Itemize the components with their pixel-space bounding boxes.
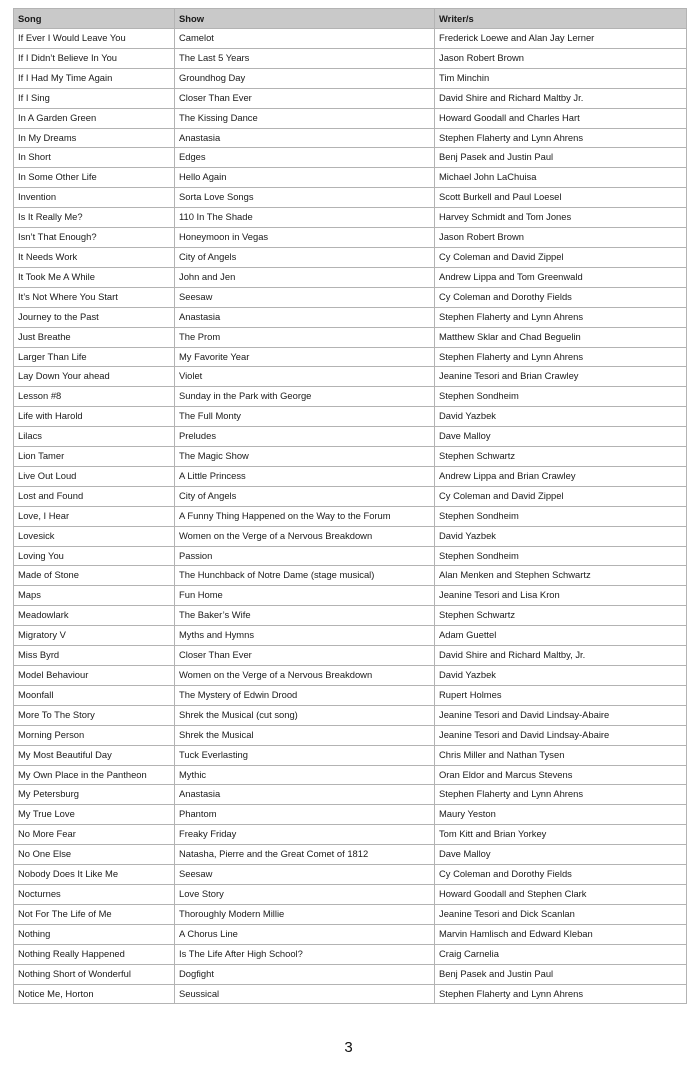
header-show: Show: [175, 9, 435, 29]
song-cell: Maps: [14, 586, 175, 606]
table-row: [14, 904, 687, 924]
song-cell: Notice Me, Horton: [14, 984, 175, 1004]
song-cell: Nothing: [14, 924, 175, 944]
show-cell: Love Story: [175, 884, 435, 904]
song-cell: It Took Me A While: [14, 267, 175, 287]
show-cell: The Magic Show: [175, 447, 435, 467]
song-table: [13, 8, 687, 1004]
song-cell: Invention: [14, 188, 175, 208]
table-row: [14, 984, 687, 1004]
table-row: [14, 745, 687, 765]
writers-cell: Craig Carnelia: [435, 944, 687, 964]
show-cell: Fun Home: [175, 586, 435, 606]
table-row: [14, 884, 687, 904]
writers-cell: Cy Coleman and David Zippel: [435, 247, 687, 267]
table-row: [14, 327, 687, 347]
writers-cell: Benj Pasek and Justin Paul: [435, 964, 687, 984]
table-row: [14, 68, 687, 88]
page-number: 3: [344, 1039, 353, 1056]
show-cell: A Funny Thing Happened on the Way to the Forum: [175, 506, 435, 526]
writers-cell: Stephen Sondheim: [435, 546, 687, 566]
show-cell: Sunday in the Park with George: [175, 387, 435, 407]
table-row: [14, 447, 687, 467]
writers-cell: David Yazbek: [435, 666, 687, 686]
header-song: Song: [14, 9, 175, 29]
writers-cell: Maury Yeston: [435, 805, 687, 825]
song-cell: Lost and Found: [14, 486, 175, 506]
writers-cell: David Yazbek: [435, 526, 687, 546]
writers-cell: Jason Robert Brown: [435, 228, 687, 248]
writers-cell: Marvin Hamlisch and Edward Kleban: [435, 924, 687, 944]
song-cell: More To The Story: [14, 705, 175, 725]
song-table-container: [13, 8, 686, 1004]
song-cell: Isn’t That Enough?: [14, 228, 175, 248]
song-cell: Not For The Life of Me: [14, 904, 175, 924]
writers-cell: David Shire and Richard Maltby, Jr.: [435, 646, 687, 666]
table-row: [14, 606, 687, 626]
show-cell: The Kissing Dance: [175, 108, 435, 128]
table-row: [14, 148, 687, 168]
song-cell: Nothing Really Happened: [14, 944, 175, 964]
show-cell: Anastasia: [175, 128, 435, 148]
show-cell: Hello Again: [175, 168, 435, 188]
song-cell: Miss Byrd: [14, 646, 175, 666]
writers-cell: Stephen Sondheim: [435, 506, 687, 526]
table-row: [14, 267, 687, 287]
song-cell: Just Breathe: [14, 327, 175, 347]
writers-cell: Jeanine Tesori and Brian Crawley: [435, 367, 687, 387]
show-cell: Natasha, Pierre and the Great Comet of 1812: [175, 845, 435, 865]
writers-cell: Frederick Loewe and Alan Jay Lerner: [435, 29, 687, 49]
table-row: [14, 924, 687, 944]
show-cell: Shrek the Musical (cut song): [175, 705, 435, 725]
writers-cell: Jeanine Tesori and David Lindsay-Abaire: [435, 725, 687, 745]
song-cell: Love, I Hear: [14, 506, 175, 526]
song-cell: If I Didn’t Believe In You: [14, 48, 175, 68]
song-cell: Model Behaviour: [14, 666, 175, 686]
writers-cell: Rupert Holmes: [435, 685, 687, 705]
table-row: [14, 287, 687, 307]
table-row: [14, 427, 687, 447]
writers-cell: David Shire and Richard Maltby Jr.: [435, 88, 687, 108]
writers-cell: Andrew Lippa and Brian Crawley: [435, 466, 687, 486]
song-cell: Live Out Loud: [14, 466, 175, 486]
show-cell: Phantom: [175, 805, 435, 825]
song-cell: Lion Tamer: [14, 447, 175, 467]
show-cell: Violet: [175, 367, 435, 387]
show-cell: Edges: [175, 148, 435, 168]
table-row: [14, 307, 687, 327]
writers-cell: Stephen Schwartz: [435, 447, 687, 467]
writers-cell: Andrew Lippa and Tom Greenwald: [435, 267, 687, 287]
song-cell: Nothing Short of Wonderful: [14, 964, 175, 984]
writers-cell: Scott Burkell and Paul Loesel: [435, 188, 687, 208]
song-cell: My Petersburg: [14, 785, 175, 805]
show-cell: Groundhog Day: [175, 68, 435, 88]
table-row: [14, 247, 687, 267]
song-cell: Migratory V: [14, 626, 175, 646]
show-cell: Closer Than Ever: [175, 88, 435, 108]
table-row: [14, 466, 687, 486]
writers-cell: Harvey Schmidt and Tom Jones: [435, 208, 687, 228]
song-cell: My True Love: [14, 805, 175, 825]
show-cell: Seesaw: [175, 287, 435, 307]
writers-cell: Stephen Schwartz: [435, 606, 687, 626]
show-cell: My Favorite Year: [175, 347, 435, 367]
song-cell: Lay Down Your ahead: [14, 367, 175, 387]
song-cell: No More Fear: [14, 825, 175, 845]
song-cell: Nobody Does It Like Me: [14, 865, 175, 885]
song-cell: In My Dreams: [14, 128, 175, 148]
writers-cell: Stephen Flaherty and Lynn Ahrens: [435, 128, 687, 148]
writers-cell: Dave Malloy: [435, 845, 687, 865]
writers-cell: Jeanine Tesori and Dick Scanlan: [435, 904, 687, 924]
song-cell: Larger Than Life: [14, 347, 175, 367]
song-cell: If Ever I Would Leave You: [14, 29, 175, 49]
table-row: [14, 865, 687, 885]
show-cell: 110 In The Shade: [175, 208, 435, 228]
writers-cell: Chris Miller and Nathan Tysen: [435, 745, 687, 765]
show-cell: Shrek the Musical: [175, 725, 435, 745]
song-cell: Moonfall: [14, 685, 175, 705]
show-cell: A Little Princess: [175, 466, 435, 486]
song-cell: My Own Place in the Pantheon: [14, 765, 175, 785]
table-row: [14, 506, 687, 526]
writers-cell: Oran Eldor and Marcus Stevens: [435, 765, 687, 785]
table-row: [14, 626, 687, 646]
writers-cell: Cy Coleman and Dorothy Fields: [435, 865, 687, 885]
show-cell: The Hunchback of Notre Dame (stage musical): [175, 566, 435, 586]
header-row: [14, 9, 687, 29]
writers-cell: Matthew Sklar and Chad Beguelin: [435, 327, 687, 347]
writers-cell: Jeanine Tesori and Lisa Kron: [435, 586, 687, 606]
song-cell: Life with Harold: [14, 407, 175, 427]
show-cell: Dogfight: [175, 964, 435, 984]
show-cell: Mythic: [175, 765, 435, 785]
writers-cell: Stephen Flaherty and Lynn Ahrens: [435, 347, 687, 367]
song-cell: Lovesick: [14, 526, 175, 546]
song-cell: Nocturnes: [14, 884, 175, 904]
song-cell: My Most Beautiful Day: [14, 745, 175, 765]
table-row: [14, 347, 687, 367]
table-row: [14, 128, 687, 148]
show-cell: The Baker’s Wife: [175, 606, 435, 626]
show-cell: Women on the Verge of a Nervous Breakdown: [175, 666, 435, 686]
table-row: [14, 586, 687, 606]
writers-cell: Howard Goodall and Charles Hart: [435, 108, 687, 128]
show-cell: Anastasia: [175, 307, 435, 327]
writers-cell: Alan Menken and Stephen Schwartz: [435, 566, 687, 586]
table-row: [14, 685, 687, 705]
table-row: [14, 168, 687, 188]
song-cell: Made of Stone: [14, 566, 175, 586]
writers-cell: Michael John LaChuisa: [435, 168, 687, 188]
table-row: [14, 108, 687, 128]
writers-cell: Howard Goodall and Stephen Clark: [435, 884, 687, 904]
song-cell: If I Had My Time Again: [14, 68, 175, 88]
writers-cell: Jeanine Tesori and David Lindsay-Abaire: [435, 705, 687, 725]
table-row: [14, 646, 687, 666]
writers-cell: Stephen Flaherty and Lynn Ahrens: [435, 785, 687, 805]
table-row: [14, 407, 687, 427]
show-cell: John and Jen: [175, 267, 435, 287]
show-cell: The Full Monty: [175, 407, 435, 427]
table-row: [14, 964, 687, 984]
table-row: [14, 367, 687, 387]
show-cell: Freaky Friday: [175, 825, 435, 845]
show-cell: Camelot: [175, 29, 435, 49]
song-cell: If I Sing: [14, 88, 175, 108]
show-cell: A Chorus Line: [175, 924, 435, 944]
show-cell: Honeymoon in Vegas: [175, 228, 435, 248]
song-cell: Is It Really Me?: [14, 208, 175, 228]
table-row: [14, 546, 687, 566]
table-row: [14, 88, 687, 108]
song-cell: Lesson #8: [14, 387, 175, 407]
show-cell: The Last 5 Years: [175, 48, 435, 68]
writers-cell: Jason Robert Brown: [435, 48, 687, 68]
show-cell: Thoroughly Modern Millie: [175, 904, 435, 924]
show-cell: Tuck Everlasting: [175, 745, 435, 765]
table-row: [14, 666, 687, 686]
song-cell: Meadowlark: [14, 606, 175, 626]
table-row: [14, 48, 687, 68]
song-cell: It Needs Work: [14, 247, 175, 267]
writers-cell: Tim Minchin: [435, 68, 687, 88]
table-header: [14, 9, 687, 29]
show-cell: The Prom: [175, 327, 435, 347]
writers-cell: Cy Coleman and Dorothy Fields: [435, 287, 687, 307]
song-cell: Morning Person: [14, 725, 175, 745]
show-cell: Anastasia: [175, 785, 435, 805]
show-cell: City of Angels: [175, 247, 435, 267]
table-row: [14, 785, 687, 805]
table-row: [14, 188, 687, 208]
show-cell: Seesaw: [175, 865, 435, 885]
table-row: [14, 705, 687, 725]
table-row: [14, 944, 687, 964]
writers-cell: Cy Coleman and David Zippel: [435, 486, 687, 506]
show-cell: The Mystery of Edwin Drood: [175, 685, 435, 705]
show-cell: Is The Life After High School?: [175, 944, 435, 964]
writers-cell: David Yazbek: [435, 407, 687, 427]
song-cell: In Some Other Life: [14, 168, 175, 188]
table-row: [14, 825, 687, 845]
show-cell: Women on the Verge of a Nervous Breakdown: [175, 526, 435, 546]
table-row: [14, 29, 687, 49]
writers-cell: Stephen Flaherty and Lynn Ahrens: [435, 307, 687, 327]
table-row: [14, 486, 687, 506]
show-cell: Myths and Hymns: [175, 626, 435, 646]
table-row: [14, 566, 687, 586]
table-row: [14, 765, 687, 785]
table-row: [14, 387, 687, 407]
song-cell: It’s Not Where You Start: [14, 287, 175, 307]
song-cell: In Short: [14, 148, 175, 168]
table-row: [14, 208, 687, 228]
table-row: [14, 526, 687, 546]
song-cell: Loving You: [14, 546, 175, 566]
writers-cell: Stephen Flaherty and Lynn Ahrens: [435, 984, 687, 1004]
show-cell: City of Angels: [175, 486, 435, 506]
writers-cell: Adam Guettel: [435, 626, 687, 646]
show-cell: Seussical: [175, 984, 435, 1004]
song-cell: Lilacs: [14, 427, 175, 447]
table-row: [14, 228, 687, 248]
song-cell: In A Garden Green: [14, 108, 175, 128]
show-cell: Passion: [175, 546, 435, 566]
show-cell: Closer Than Ever: [175, 646, 435, 666]
show-cell: Sorta Love Songs: [175, 188, 435, 208]
header-writers: Writer/s: [435, 9, 687, 29]
table-body: [14, 29, 687, 1004]
writers-cell: Dave Malloy: [435, 427, 687, 447]
writers-cell: Benj Pasek and Justin Paul: [435, 148, 687, 168]
table-row: [14, 725, 687, 745]
writers-cell: Stephen Sondheim: [435, 387, 687, 407]
table-row: [14, 845, 687, 865]
table-row: [14, 805, 687, 825]
writers-cell: Tom Kitt and Brian Yorkey: [435, 825, 687, 845]
show-cell: Preludes: [175, 427, 435, 447]
song-cell: Journey to the Past: [14, 307, 175, 327]
song-cell: No One Else: [14, 845, 175, 865]
